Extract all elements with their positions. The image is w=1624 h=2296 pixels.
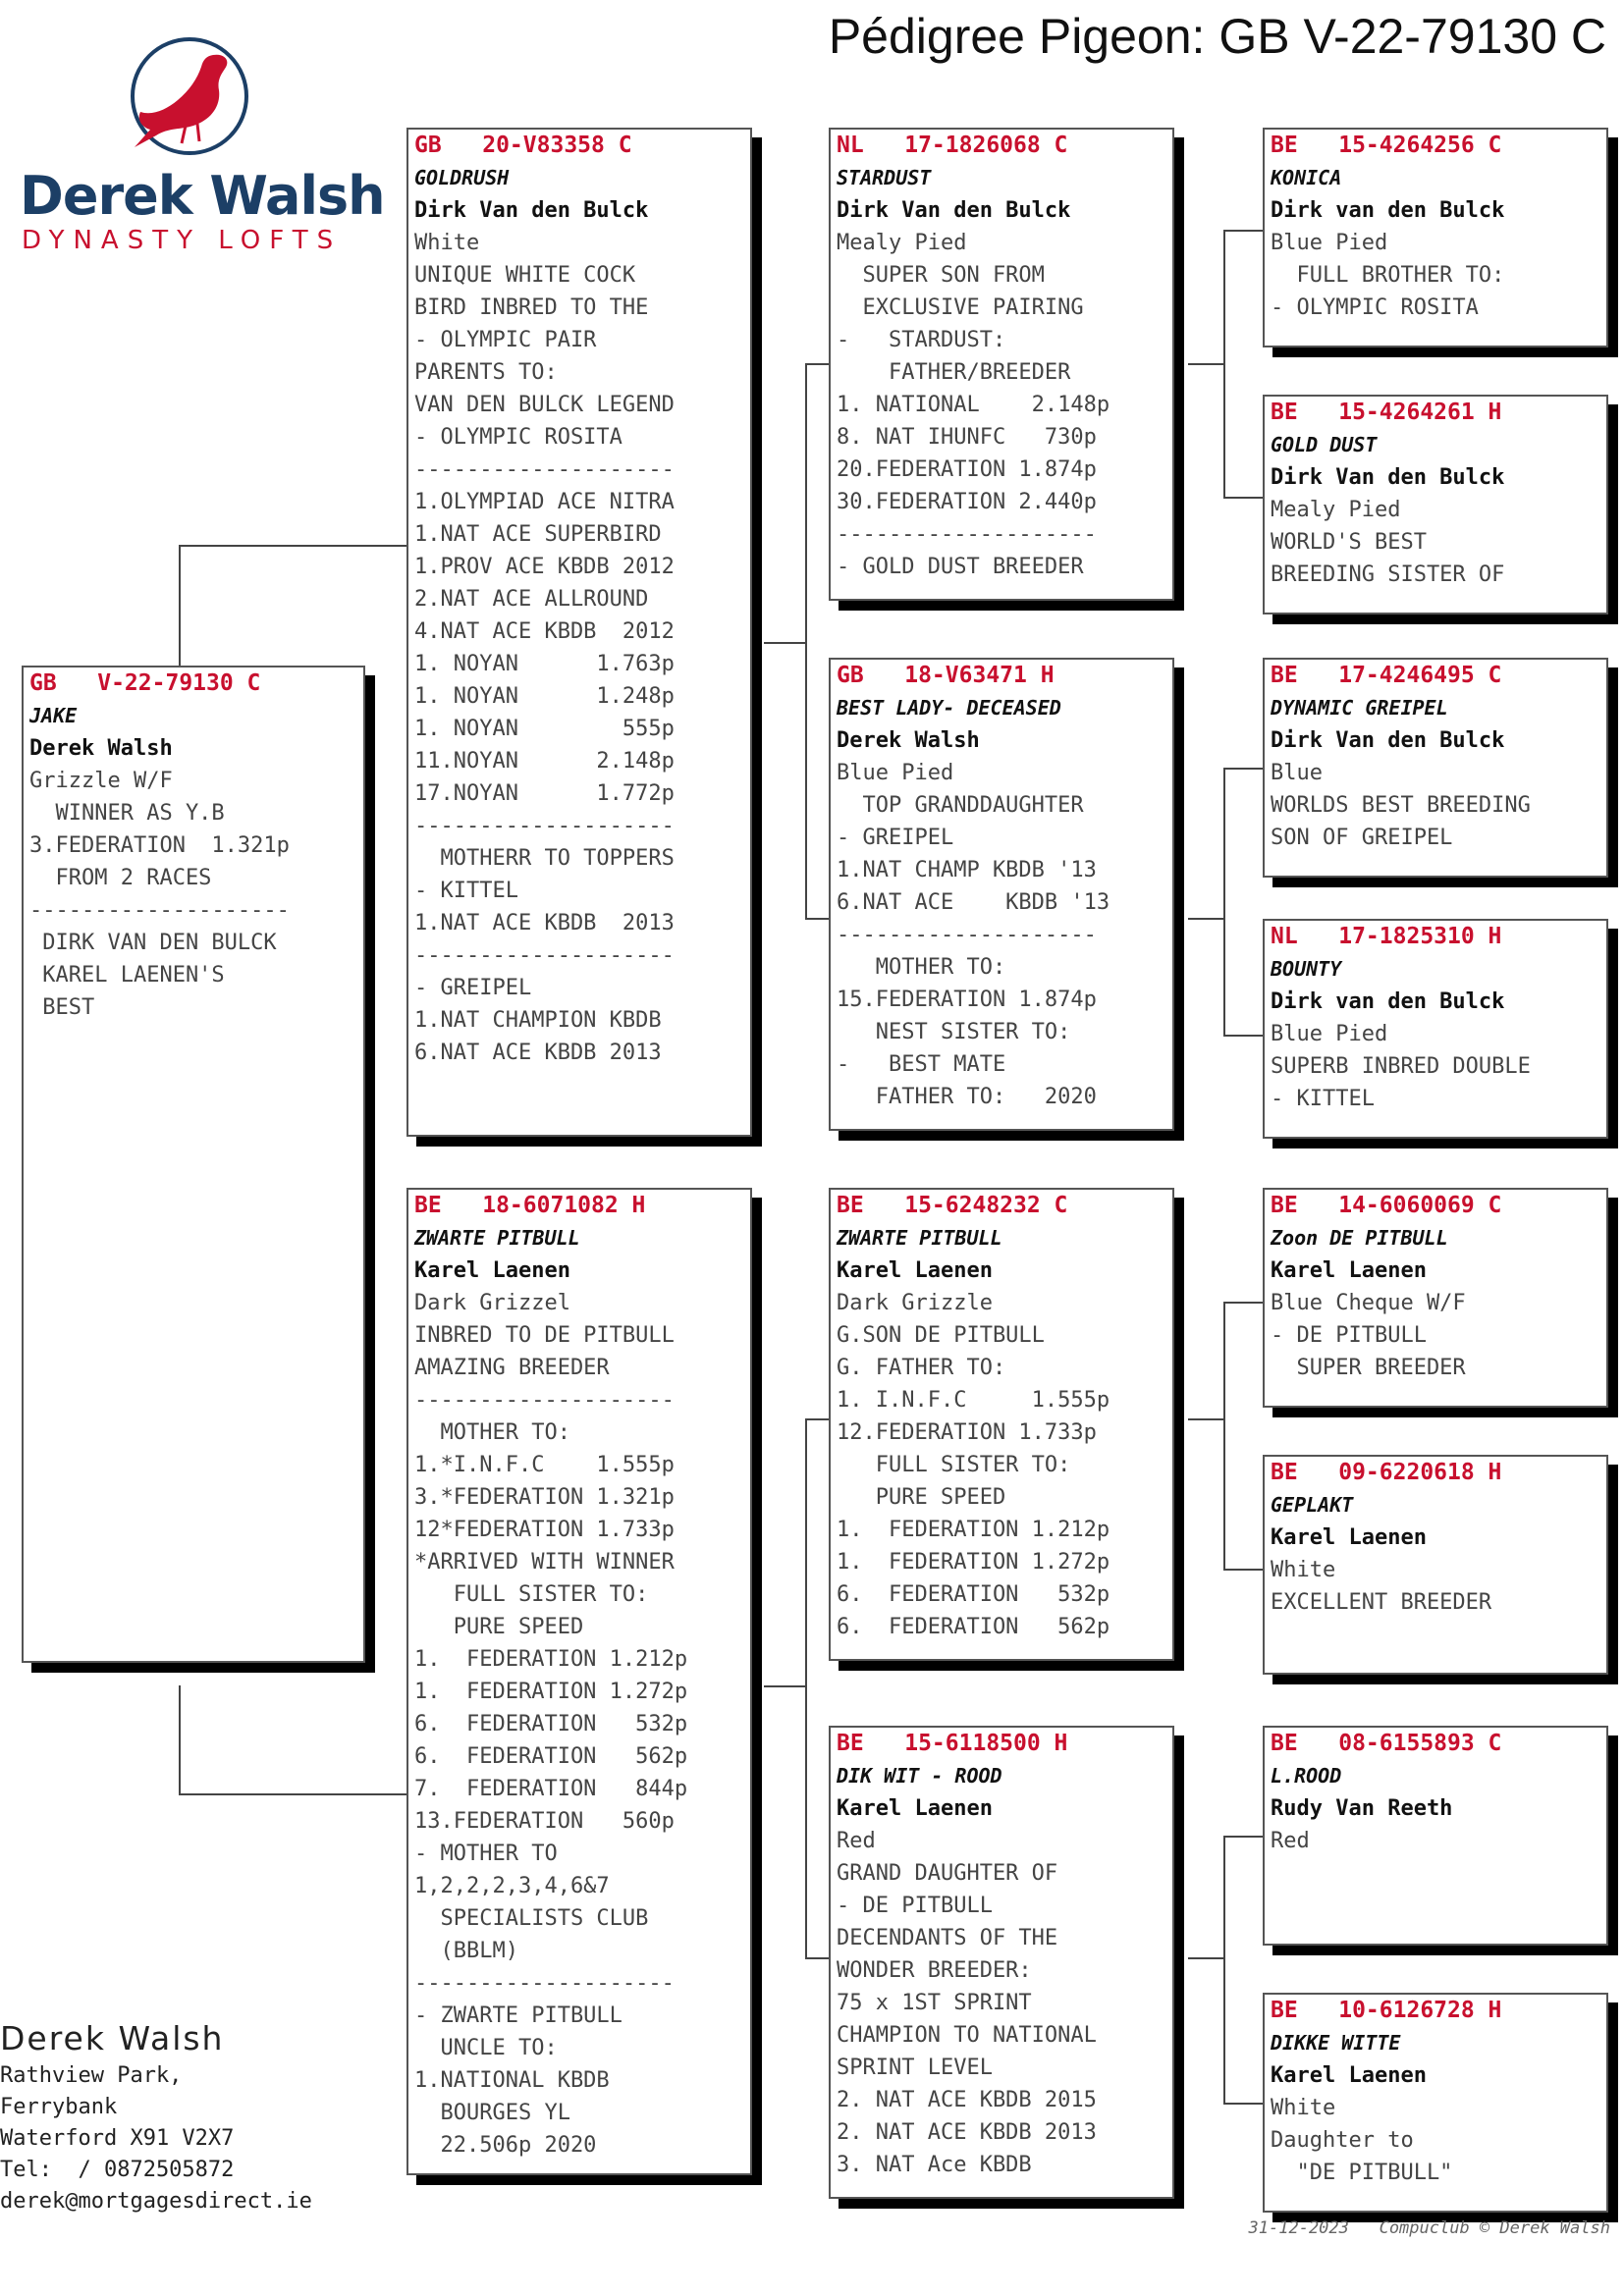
ring-number: GB 18-V63471 H — [837, 663, 1055, 688]
detail-line: (BBLM) — [414, 1939, 518, 1963]
pigeon-name: DIKKE WITTE — [1271, 2031, 1401, 2055]
detail-line: 1,2,2,2,3,4,6&7 — [414, 1874, 610, 1898]
detail-line: BEST — [29, 995, 95, 1020]
detail-line: 1. FEDERATION 1.212p — [414, 1647, 688, 1672]
ring-number: BE 15-6118500 H — [837, 1731, 1068, 1756]
pigeon-name: GEPLAKT — [1271, 1493, 1354, 1517]
breeder-name: Karel Laenen — [837, 1258, 993, 1283]
logo-name: Derek Walsh — [20, 165, 385, 227]
breeder-name: Dirk Van den Bulck — [837, 198, 1071, 223]
breeder-name: Dirk van den Bulck — [1271, 198, 1505, 223]
detail-line: Mealy Pied — [837, 231, 967, 255]
detail-line: - GREIPEL — [414, 976, 532, 1000]
connector-line — [1188, 363, 1223, 365]
pedigree-card-dam-dam — [829, 1726, 1174, 2199]
detail-line: CHAMPION TO NATIONAL — [837, 2023, 1097, 2048]
pedigree-card-dam-sire — [829, 1188, 1174, 1661]
detail-line: 7. FEDERATION 844p — [414, 1777, 688, 1801]
connector-line — [764, 1685, 805, 1687]
pedigree-card-dam — [406, 1188, 752, 2175]
detail-line: 22.506p 2020 — [414, 2133, 597, 2158]
ring-number: BE 15-4264261 H — [1271, 400, 1502, 425]
connector-line — [805, 363, 807, 918]
pedigree-card-sds — [1263, 658, 1608, 878]
detail-line: SUPER BREEDER — [1271, 1356, 1466, 1380]
detail-line: -------------------- — [29, 898, 290, 923]
logo-subtitle: DYNASTY LOFTS — [22, 226, 343, 255]
detail-line: 1.*I.N.F.C 1.555p — [414, 1453, 675, 1477]
pedigree-card-ddd — [1263, 1993, 1608, 2213]
detail-line: DIRK VAN DEN BULCK — [29, 931, 277, 955]
detail-line: TOP GRANDDAUGHTER — [837, 793, 1084, 818]
detail-line: - GREIPEL — [837, 826, 954, 850]
detail-line: White — [1271, 2096, 1336, 2120]
detail-line: "DE PITBULL" — [1271, 2161, 1453, 2185]
detail-line: FROM 2 RACES — [29, 866, 212, 890]
pigeon-name: STARDUST — [837, 166, 932, 189]
detail-line: 1. FEDERATION 1.272p — [414, 1680, 688, 1704]
detail-line: 1.NAT CHAMPION KBDB — [414, 1008, 662, 1033]
detail-line: -------------------- — [837, 522, 1097, 547]
pedigree-card-sire-dam — [829, 658, 1174, 1131]
detail-line: MOTHER TO: — [414, 1420, 570, 1445]
detail-line: PURE SPEED — [837, 1485, 1006, 1510]
pigeon-name: GOLDRUSH — [414, 166, 510, 189]
breeder-name: Derek Walsh — [837, 728, 980, 753]
detail-line: 4.NAT ACE KBDB 2012 — [414, 619, 675, 644]
detail-line: 1. NOYAN 1.248p — [414, 684, 675, 709]
detail-line: FATHER/BREEDER — [837, 360, 1071, 385]
detail-line: Blue Pied — [1271, 231, 1388, 255]
detail-line: SPRINT LEVEL — [837, 2056, 993, 2080]
pedigree-card-sdd — [1263, 919, 1608, 1139]
detail-line: G.SON DE PITBULL — [837, 1323, 1045, 1348]
breeder-name: Karel Laenen — [1271, 2063, 1427, 2088]
ring-number: BE 10-6126728 H — [1271, 1998, 1502, 2023]
ring-number: NL 17-1826068 C — [837, 133, 1068, 158]
detail-line: GRAND DAUGHTER OF — [837, 1861, 1058, 1886]
connector-line — [1223, 1302, 1225, 1569]
detail-line: 1.OLYMPIAD ACE NITRA — [414, 490, 675, 514]
ring-number: GB V-22-79130 C — [29, 670, 261, 696]
page-title: Pédigree Pigeon: GB V-22-79130 C — [828, 9, 1606, 64]
detail-line: - OLYMPIC PAIR — [414, 328, 597, 352]
breeder-name: Dirk Van den Bulck — [1271, 465, 1505, 490]
detail-line: - OLYMPIC ROSITA — [414, 425, 623, 450]
detail-line: BOURGES YL — [414, 2101, 570, 2125]
breeder-name: Karel Laenen — [1271, 1525, 1427, 1550]
detail-line: 1. FEDERATION 1.272p — [837, 1550, 1110, 1575]
connector-line — [1223, 1836, 1263, 1838]
detail-line: White — [1271, 1558, 1336, 1582]
detail-line: 20.FEDERATION 1.874p — [837, 457, 1097, 482]
detail-line: 75 x 1ST SPRINT — [837, 1991, 1032, 2015]
detail-line: 2. NAT ACE KBDB 2013 — [837, 2120, 1097, 2145]
pigeon-icon — [117, 33, 264, 159]
detail-line: EXCELLENT BREEDER — [1271, 1590, 1492, 1615]
detail-line: *ARRIVED WITH WINNER — [414, 1550, 675, 1575]
detail-line: -------------------- — [414, 1971, 675, 1996]
detail-line: -------------------- — [414, 1388, 675, 1413]
address-line: Waterford X91 V2X7 — [0, 2126, 235, 2151]
detail-line: 8. NAT IHUNFC 730p — [837, 425, 1097, 450]
detail-line: DECENDANTS OF THE — [837, 1926, 1058, 1950]
detail-line: 17.NOYAN 1.772p — [414, 781, 675, 806]
connector-line — [179, 545, 181, 668]
detail-line: 1. NOYAN 555p — [414, 717, 675, 741]
detail-line: - DE PITBULL — [837, 1894, 993, 1918]
detail-line: FATHER TO: 2020 — [837, 1085, 1097, 1109]
detail-line: FULL SISTER TO: — [837, 1453, 1071, 1477]
detail-line: 6.NAT ACE KBDB '13 — [837, 890, 1110, 915]
detail-line: 30.FEDERATION 2.440p — [837, 490, 1097, 514]
detail-line: - MOTHER TO — [414, 1842, 558, 1866]
detail-line: MOTHER TO: — [837, 955, 1006, 980]
connector-line — [1223, 1302, 1263, 1304]
detail-line: 6. FEDERATION 562p — [414, 1744, 688, 1769]
detail-line: 1.NATIONAL KBDB — [414, 2068, 610, 2093]
logo — [14, 33, 385, 259]
detail-line: 3. NAT Ace KBDB — [837, 2153, 1032, 2177]
pigeon-name: KONICA — [1271, 166, 1342, 189]
detail-line: - BEST MATE — [837, 1052, 1006, 1077]
detail-line: 1.PROV ACE KBDB 2012 — [414, 555, 675, 579]
detail-line: UNIQUE WHITE COCK — [414, 263, 636, 288]
ring-number: BE 09-6220618 H — [1271, 1460, 1502, 1485]
breeder-name: Karel Laenen — [837, 1796, 993, 1821]
pigeon-name: JAKE — [29, 704, 78, 727]
detail-line: Grizzle W/F — [29, 769, 173, 793]
pedigree-card-sss — [1263, 128, 1608, 347]
detail-line: Blue — [1271, 761, 1323, 785]
detail-line: 2. NAT ACE KBDB 2015 — [837, 2088, 1097, 2112]
detail-line: BREEDING SISTER OF — [1271, 562, 1505, 587]
detail-line: Daughter to — [1271, 2128, 1414, 2153]
detail-line: White — [414, 231, 480, 255]
connector-line — [805, 1418, 807, 1957]
pedigree-card-ssd — [1263, 395, 1608, 614]
ring-number: BE 17-4246495 C — [1271, 663, 1502, 688]
ring-number: BE 15-4264256 C — [1271, 133, 1502, 158]
detail-line: VAN DEN BULCK LEGEND — [414, 393, 675, 417]
detail-line: SON OF GREIPEL — [1271, 826, 1453, 850]
connector-line — [1223, 1836, 1225, 2103]
pigeon-name: DYNAMIC GREIPEL — [1271, 696, 1448, 720]
owner-address-block — [0, 2017, 312, 2217]
connector-line — [805, 1957, 829, 1959]
pigeon-name: L.ROOD — [1271, 1764, 1342, 1788]
breeder-name: Derek Walsh — [29, 736, 173, 761]
connector-line — [1188, 1418, 1223, 1420]
detail-line: Dark Grizzel — [414, 1291, 570, 1315]
pedigree-card-dds — [1263, 1726, 1608, 1946]
breeder-name: Dirk Van den Bulck — [414, 198, 649, 223]
detail-line: FULL BROTHER TO: — [1271, 263, 1505, 288]
detail-line: 12.FEDERATION 1.733p — [837, 1420, 1097, 1445]
detail-line: -------------------- — [414, 457, 675, 482]
detail-line: 6. FEDERATION 562p — [837, 1615, 1110, 1639]
pigeon-name: DIK WIT - ROOD — [837, 1764, 1002, 1788]
detail-line: 1.NAT ACE KBDB 2013 — [414, 911, 675, 935]
detail-line: - ZWARTE PITBULL — [414, 2003, 623, 2028]
detail-line: G. FATHER TO: — [837, 1356, 1006, 1380]
address-line: Ferrybank — [0, 2095, 118, 2119]
detail-line: - GOLD DUST BREEDER — [837, 555, 1084, 579]
pedigree-card-sire — [406, 128, 752, 1137]
pigeon-name: GOLD DUST — [1271, 433, 1378, 456]
detail-line: 6. FEDERATION 532p — [414, 1712, 688, 1736]
connector-line — [179, 545, 406, 547]
detail-line: - DE PITBULL — [1271, 1323, 1427, 1348]
ring-number: BE 08-6155893 C — [1271, 1731, 1502, 1756]
detail-line: Mealy Pied — [1271, 498, 1401, 522]
connector-line — [764, 642, 805, 644]
connector-line — [805, 918, 829, 920]
pedigree-card-dsd — [1263, 1455, 1608, 1675]
detail-line: SUPER SON FROM — [837, 263, 1045, 288]
ring-number: BE 18-6071082 H — [414, 1193, 646, 1218]
detail-line: 1. FEDERATION 1.212p — [837, 1518, 1110, 1542]
phone-line: Tel: / 0872505872 — [0, 2158, 235, 2182]
detail-line: MOTHERR TO TOPPERS — [414, 846, 675, 871]
detail-line: WONDER BREEDER: — [837, 1958, 1032, 1983]
detail-line: PURE SPEED — [414, 1615, 584, 1639]
connector-line — [1223, 768, 1263, 770]
owner-name: Derek Walsh — [0, 2019, 225, 2057]
pigeon-name: BOUNTY — [1271, 957, 1342, 981]
detail-line: 12*FEDERATION 1.733p — [414, 1518, 675, 1542]
connector-line — [1223, 497, 1263, 499]
detail-line: 3.*FEDERATION 1.321p — [414, 1485, 675, 1510]
connector-line — [1223, 230, 1225, 497]
detail-line: -------------------- — [414, 814, 675, 838]
detail-line: 1. NOYAN 1.763p — [414, 652, 675, 676]
detail-line: 1.NAT CHAMP KBDB '13 — [837, 858, 1097, 882]
detail-line: 3.FEDERATION 1.321p — [29, 833, 290, 858]
pigeon-name: ZWARTE PITBULL — [414, 1226, 580, 1250]
connector-line — [805, 363, 829, 365]
detail-line: 2.NAT ACE ALLROUND — [414, 587, 649, 612]
detail-line: Blue Pied — [1271, 1022, 1388, 1046]
detail-line: Blue Cheque W/F — [1271, 1291, 1466, 1315]
detail-line: -------------------- — [837, 923, 1097, 947]
connector-line — [1223, 230, 1263, 232]
detail-line: FULL SISTER TO: — [414, 1582, 649, 1607]
pedigree-card-sire-sire — [829, 128, 1174, 601]
connector-line — [1188, 918, 1223, 920]
connector-line — [1223, 2103, 1263, 2105]
connector-line — [1223, 1569, 1263, 1571]
detail-line: EXCLUSIVE PAIRING — [837, 295, 1084, 320]
footer-credit: 31-12-2023 Compuclub © Derek Walsh — [1248, 2218, 1610, 2238]
detail-line: 1. I.N.F.C 1.555p — [837, 1388, 1110, 1413]
breeder-name: Dirk van den Bulck — [1271, 989, 1505, 1014]
pedigree-card-subject — [22, 666, 365, 1663]
detail-line: INBRED TO DE PITBULL — [414, 1323, 675, 1348]
breeder-name: Karel Laenen — [414, 1258, 570, 1283]
breeder-name: Rudy Van Reeth — [1271, 1796, 1453, 1821]
detail-line: - OLYMPIC ROSITA — [1271, 295, 1479, 320]
detail-line: BIRD INBRED TO THE — [414, 295, 649, 320]
detail-line: Red — [837, 1829, 876, 1853]
breeder-name: Karel Laenen — [1271, 1258, 1427, 1283]
detail-line: KAREL LAENEN'S — [29, 963, 225, 988]
detail-line: 1.NAT ACE SUPERBIRD — [414, 522, 662, 547]
ring-number: NL 17-1825310 H — [1271, 924, 1502, 949]
connector-line — [805, 1418, 829, 1420]
detail-line: Dark Grizzle — [837, 1291, 993, 1315]
connector-line — [179, 1685, 181, 1793]
detail-line: - KITTEL — [1271, 1087, 1375, 1111]
address-line: Rathview Park, — [0, 2063, 183, 2088]
email-line: derek@mortgagesdirect.ie — [0, 2189, 312, 2214]
pigeon-name: ZWARTE PITBULL — [837, 1226, 1002, 1250]
detail-line: Blue Pied — [837, 761, 954, 785]
detail-line: SUPERB INBRED DOUBLE — [1271, 1054, 1531, 1079]
pigeon-name: Zoon DE PITBULL — [1271, 1226, 1448, 1250]
detail-line: 11.NOYAN 2.148p — [414, 749, 675, 774]
ring-number: GB 20-V83358 C — [414, 133, 632, 158]
detail-line: UNCLE TO: — [414, 2036, 558, 2060]
detail-line: WINNER AS Y.B — [29, 801, 225, 826]
ring-number: BE 14-6060069 C — [1271, 1193, 1502, 1218]
pigeon-name: BEST LADY- DECEASED — [837, 696, 1061, 720]
detail-line: 1. NATIONAL 2.148p — [837, 393, 1110, 417]
detail-line: -------------------- — [414, 943, 675, 968]
detail-line: WORLD'S BEST — [1271, 530, 1427, 555]
detail-line: - KITTEL — [414, 879, 518, 903]
detail-line: 6. FEDERATION 532p — [837, 1582, 1110, 1607]
detail-line: NEST SISTER TO: — [837, 1020, 1071, 1044]
detail-line: - STARDUST: — [837, 328, 1006, 352]
breeder-name: Dirk Van den Bulck — [1271, 728, 1505, 753]
connector-line — [1188, 1957, 1223, 1959]
detail-line: SPECIALISTS CLUB — [414, 1906, 649, 1931]
connector-line — [1223, 1035, 1263, 1037]
detail-line: 15.FEDERATION 1.874p — [837, 988, 1097, 1012]
detail-line: PARENTS TO: — [414, 360, 558, 385]
ring-number: BE 15-6248232 C — [837, 1193, 1068, 1218]
detail-line: WORLDS BEST BREEDING — [1271, 793, 1531, 818]
detail-line: 6.NAT ACE KBDB 2013 — [414, 1041, 662, 1065]
detail-line: Red — [1271, 1829, 1310, 1853]
connector-line — [179, 1793, 406, 1795]
detail-line: 13.FEDERATION 560p — [414, 1809, 675, 1834]
detail-line: AMAZING BREEDER — [414, 1356, 610, 1380]
connector-line — [1223, 768, 1225, 1035]
pedigree-card-dss — [1263, 1188, 1608, 1408]
